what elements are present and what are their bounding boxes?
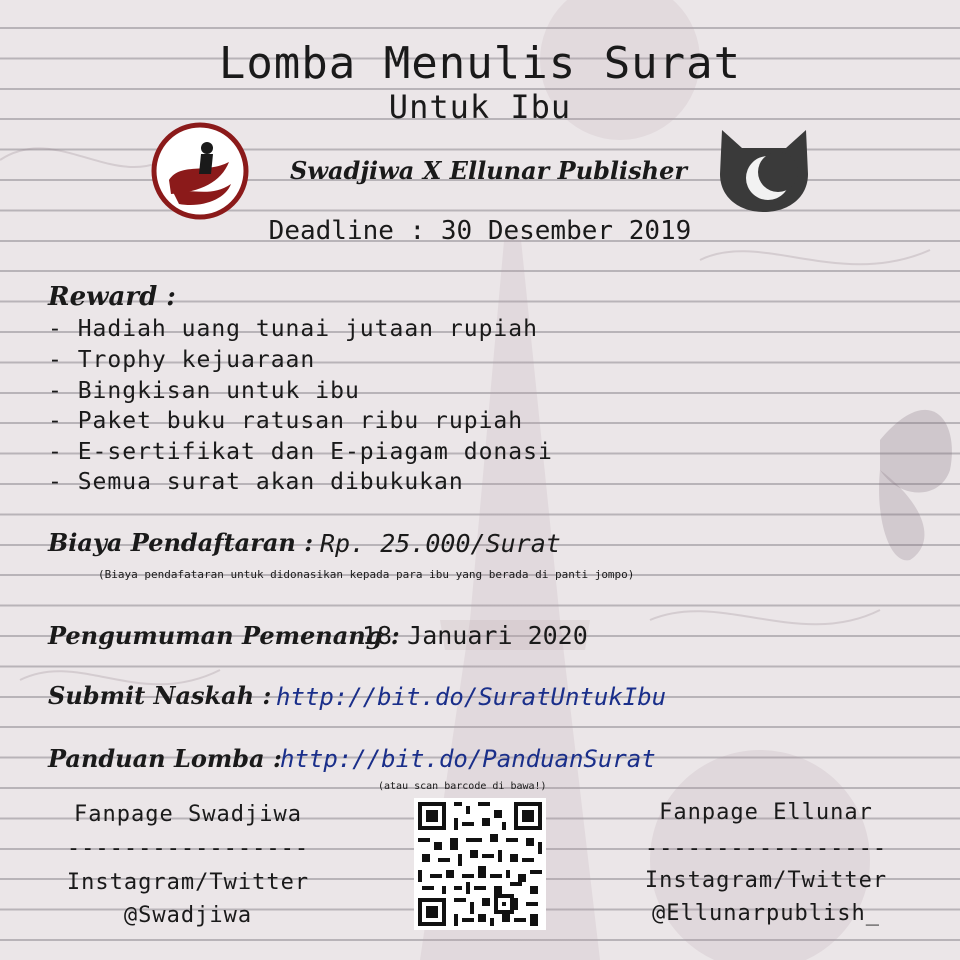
reward-item: - Hadiah uang tunai jutaan rupiah	[48, 316, 538, 342]
fanpage-swadjiwa: Fanpage Swadjiwa	[74, 802, 302, 827]
guide-label: Panduan Lomba :	[48, 744, 282, 773]
fee-note: (Biaya pendafataran untuk didonasikan kepada para ibu yang berada di panti jompo)	[98, 568, 635, 581]
reward-item: - Bingkisan untuk ibu	[48, 378, 360, 404]
footer-divider: -----------------	[644, 836, 888, 861]
guide-link[interactable]: http://bit.do/PanduanSurat	[280, 745, 656, 773]
reward-item: - Semua surat akan dibukukan	[48, 469, 464, 495]
reward-heading: Reward :	[48, 282, 176, 312]
ellunar-handle: @Ellunarpublish_	[652, 901, 880, 926]
swadjiwa-handle: @Swadjiwa	[123, 903, 253, 928]
social-label: Instagram/Twitter	[66, 870, 310, 895]
reward-item: - E-sertifikat dan E-piagam donasi	[48, 439, 553, 465]
social-label: Instagram/Twitter	[644, 868, 888, 893]
fanpage-ellunar: Fanpage Ellunar	[659, 800, 873, 825]
submit-link[interactable]: http://bit.do/SuratUntukIbu	[276, 683, 667, 711]
announcement-value: 18 Januari 2020	[362, 621, 588, 650]
fee-value: Rp. 25.000/Surat	[320, 529, 561, 558]
footer-divider: -----------------	[66, 836, 310, 861]
reward-item: - Paket buku ratusan ribu rupiah	[48, 408, 524, 434]
fee-label: Biaya Pendaftaran :	[48, 528, 314, 557]
submit-label: Submit Naskah :	[48, 681, 272, 710]
reward-item: - Trophy kejuaraan	[48, 347, 316, 373]
poster-subtitle: Untuk Ibu	[388, 88, 572, 126]
ellunar-cat-moon-logo-icon	[712, 124, 816, 214]
collab-label: Swadjiwa X Ellunar Publisher	[290, 156, 688, 185]
announcement-label: Pengumuman Pemenang :	[48, 621, 400, 650]
swadjiwa-logo-icon	[151, 122, 249, 220]
deadline-text: Deadline : 30 Desember 2019	[268, 216, 692, 246]
poster-title: Lomba Menulis Surat	[218, 38, 742, 89]
guide-note: (atau scan barcode di bawa!)	[378, 781, 547, 792]
qr-code-icon[interactable]	[414, 798, 546, 930]
